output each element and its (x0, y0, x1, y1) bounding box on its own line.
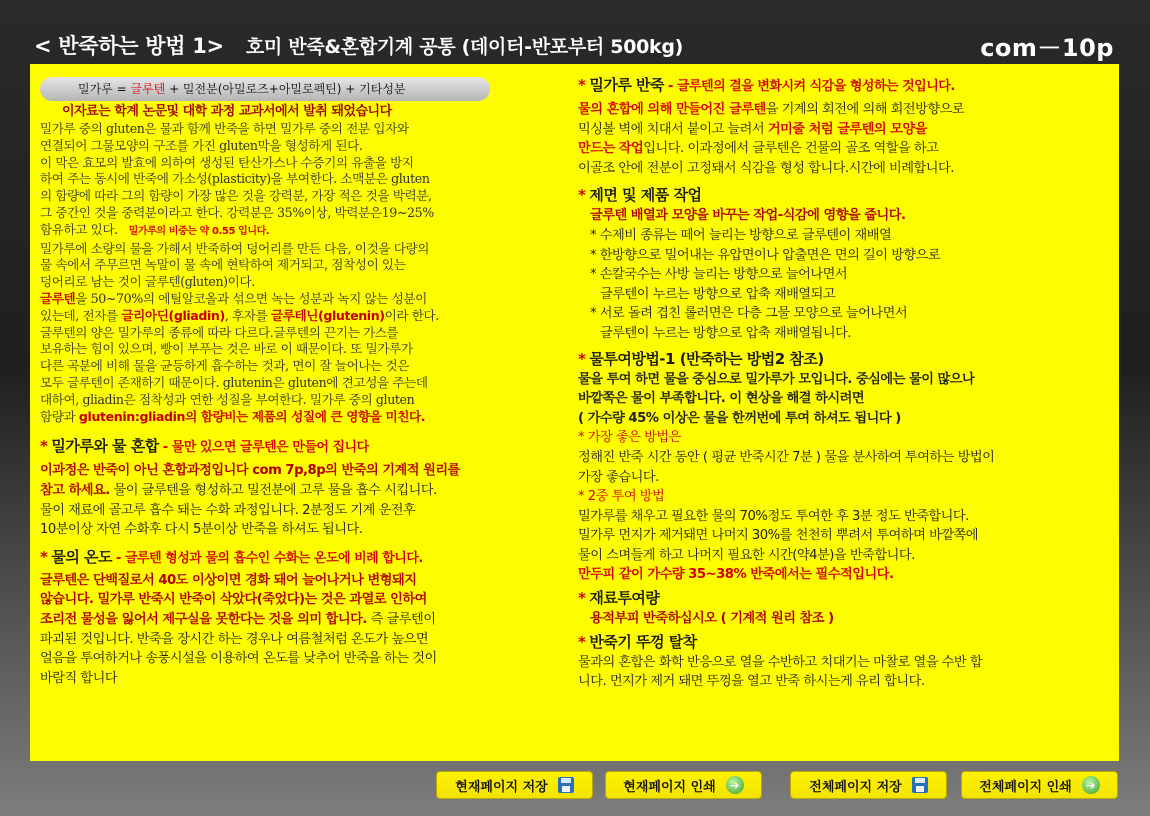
text-line: 덩어리로 남는 것이 글루텐(gluten)이다. (40, 274, 255, 290)
section-material (578, 587, 1113, 629)
formula-a: 밀가루 = (78, 82, 131, 96)
text-line: 이골조 안에 전분이 고정돼서 식감을 형성 합니다.시간에 비례합니다. (578, 160, 954, 176)
list-item: * 수제비 종류는 떼어 늘리는 방향으로 글루텐이 재배열 (590, 227, 892, 243)
text-line: 이과정은 반죽이 아닌 혼합과정입니다 com 7p,8p의 반죽의 기계적 원리를 (40, 463, 460, 479)
gliadin-term: 글리아딘(gliadin) (121, 307, 225, 323)
section-heading: * 물의 온도 - 글루텐 형성과 물의 흡수인 수화는 온도에 비례 합니다. (40, 547, 423, 566)
green-circle-arrow-icon: ➔ (726, 776, 744, 794)
text-segment: 만드는 작업 (578, 141, 644, 157)
save-all-pages-button[interactable] (790, 771, 947, 799)
section-lid (578, 631, 1113, 692)
title-main: < 반죽하는 방법 1> (34, 34, 224, 58)
text-line: 만두피 같이 가수량 35~38% 반죽에서는 필수적입니다. (578, 567, 894, 583)
text-line (578, 139, 1113, 159)
content-panel (30, 64, 1119, 761)
heading-highlight: - 물만 있으면 글루텐은 만들어 집니다 (162, 440, 369, 456)
section-noodle (578, 184, 1113, 343)
section-heading: * 밀가루 반죽 - 글루텐의 결을 변화시켜 식감을 형성하는 것입니다. (578, 76, 955, 94)
text-line: 물이 스며들게 하고 나머지 필요한 시간(약4분)을 반죽합니다. (578, 547, 915, 563)
text-segment: 함량과 (40, 408, 79, 424)
text-segment: 즉 글루텐이 (366, 611, 436, 627)
heading-text: 물투여방법-1 (반죽하는 방법2 참조) (589, 349, 824, 368)
text-line: 파괴된 것입니다. 반죽을 장시간 하는 경우나 여름철처럼 온도가 높으면 (40, 631, 429, 647)
text-line: 정해진 반죽 시간 동안 ( 평균 반죽시간 7분 ) 물을 분사하여 투여하는 방법이 (578, 449, 995, 465)
text-line: 가장 좋습니다. (578, 469, 659, 485)
section-water-mix (40, 435, 582, 539)
text-segment: 조리전 물성을 잃어서 제구실을 못한다는 것을 의미 합니다. (40, 611, 367, 627)
save-current-page-button[interactable] (436, 771, 593, 799)
heading-text: 재료투여량 (589, 589, 660, 608)
header (0, 0, 1150, 64)
section-heading: * 제면 및 제품 작업 (578, 186, 702, 205)
source-note: 이자료는 학계 논문및 대학 과정 교과서에서 발취 돼었습니다 (62, 104, 392, 119)
left-column (40, 64, 582, 761)
print-current-page-button[interactable] (605, 771, 762, 799)
print-all-pages-button[interactable] (961, 771, 1118, 799)
section-heading: * 반죽기 뚜껑 탈착 (578, 632, 697, 651)
glutenin-term: 글루테닌(glutenin) (270, 307, 385, 323)
text-segment: 물의 혼합에 의해 만들어진 글루텐 (578, 102, 766, 117)
text-line: 물이 재료에 골고루 흡수 돼는 수화 과정입니다. 2분정도 기계 운전후 (40, 502, 416, 518)
text-segment: 을 50~70%의 에틸알코올과 섞으면 녹는 성분과 녹지 않는 성분이 (75, 290, 427, 306)
ratio-note: glutenin:gliadin의 함량비는 제품의 성질에 큰 영향을 미친다. (78, 408, 426, 424)
text-line: 모두 글루텐이 존재하기 때문이다. glutenin은 gluten에 견고성을 주는데 (40, 374, 428, 390)
formula-c: + 밀전분(아밀로즈+아밀로펙틴) + 기타성분 (165, 82, 406, 96)
text-line: 밀가루를 채우고 필요한 물의 70%정도 투여한 후 3분 정도 반죽합니다. (578, 508, 969, 524)
text-line: 이 막은 효모의 발효에 의하여 생성된 탄산가스나 수증기의 유출을 방지 (40, 154, 414, 170)
text-line: 바람직 합니다 (40, 670, 118, 686)
page-title (34, 30, 683, 60)
text-line: 용적부피 반죽하십시오 ( 기계적 원리 참조 ) (590, 611, 834, 627)
heading-highlight: - 글루텐의 결을 변화시켜 식감을 형성하는 것입니다. (668, 79, 955, 94)
floppy-disk-icon (558, 777, 574, 793)
heading-text: 물의 온도 (51, 547, 113, 566)
button-label: 현재페이지 인쇄 (623, 779, 716, 795)
list-item: * 서로 돌려 겹친 롤러면은 다층 그물 모양으로 늘어나면서 (590, 306, 908, 322)
section-heading: * 물투여방법-1 (반죽하는 방법2 참조) (578, 349, 824, 368)
button-label: 현재페이지 저장 (455, 779, 548, 795)
right-column (578, 64, 1113, 761)
text-segment: 입니다. 이과정에서 글루텐은 건물의 골조 역할을 하고 (643, 141, 939, 157)
text-line: 연결되어 그물모양의 구조를 가진 gluten막을 형성하게 된다. (40, 137, 363, 153)
text-line: * 2중 투여 방법 (578, 489, 665, 505)
text-line: 니다. 먼지가 제거 돼면 뚜껑을 열고 반죽 하시는게 유리 합니다. (578, 674, 925, 690)
section-dough (578, 74, 1113, 178)
text-line (40, 308, 582, 325)
formula-bar (40, 77, 490, 101)
text-segment: 물이 글루텐을 형성하고 밀전분에 고루 물을 흡수 시킵니다. (109, 482, 437, 498)
heading-text: 밀가루 반죽 (589, 76, 665, 94)
footer-toolbar (0, 771, 1150, 801)
text-segment: 믹싱볼 벽에 치대서 붙이고 늘려서 (578, 121, 768, 137)
text-line: 글루텐 배열과 모양을 바꾸는 작업-식감에 영향을 줍니다. (590, 208, 906, 224)
section-heading: * 재료투여량 (578, 589, 660, 608)
text-line: * 가장 좋은 방법은 (578, 430, 681, 446)
text-line: 물 속에서 주무르면 녹말이 물 속에 현탁하여 제거되고, 점착성이 있는 (40, 257, 406, 273)
text-line: 물과의 혼합은 화학 반응으로 열을 수반하고 치대기는 마찰로 열을 수반 합 (578, 654, 983, 670)
heading-text: 밀가루와 물 혼합 (51, 437, 159, 456)
text-segment: 거미줄 처럼 글루텐의 모양을 (767, 121, 927, 137)
list-item: 글루텐이 누르는 방향으로 압축 재배열되고 (600, 286, 836, 302)
gluten-term: 글루텐 (40, 290, 76, 306)
text-line: 물을 투여 하면 물을 중심으로 밀가루가 모입니다. 중심에는 물이 많으나 (578, 371, 975, 387)
text-line: 의 함량에 따라 그의 함량이 가장 많은 것을 강력분, 가장 적은 것을 박력분, (40, 188, 432, 204)
heading-text: 반죽기 뚜껑 탈착 (589, 632, 697, 651)
list-item: * 한방향으로 밀어내는 유압면이나 압출면은 면의 길이 방향으로 (590, 247, 941, 263)
button-label: 전체페이지 저장 (809, 779, 902, 795)
text-line: 밀가루에 소량의 물을 가해서 반죽하여 덩어리를 만든 다음, 이것을 다량의 (40, 240, 429, 256)
section-water-input (578, 348, 1113, 586)
green-circle-arrow-icon: ➔ (1082, 776, 1100, 794)
text-line: 하여 주는 동시에 반죽에 가소성(plasticity)을 부여한다. 소맥분은 gluten (40, 171, 430, 187)
text-line: 밀가루 먼지가 제거돼면 나머지 30%를 천천히 뿌려서 투여하며 바깥쪽에 (578, 528, 979, 544)
text-line (40, 481, 582, 501)
heading-highlight: - 글루텐 형성과 물의 흡수인 수화는 온도에 비례 합니다. (116, 550, 423, 566)
text-line: 대하여, gliadin은 점착성과 연한 성질을 부여한다. 밀가루 중의 gluten (40, 391, 415, 407)
heading-text: 제면 및 제품 작업 (589, 186, 702, 205)
list-item: 글루텐이 누르는 방향으로 압축 재배열됩니다. (600, 325, 852, 341)
text-segment: , 후자를 (224, 307, 271, 323)
text-line: 글루텐의 양은 밀가루의 종류에 따라 다르다.글루텐의 끈기는 가스를 (40, 324, 399, 340)
text-line: 다른 곡분에 비해 물을 균등하게 흡수하는 것과, 면이 잘 늘어나는 것은 (40, 358, 410, 374)
text-line (578, 120, 1113, 140)
floppy-disk-icon (912, 777, 928, 793)
list-item: * 손칼국수는 사방 늘리는 방향으로 늘어나면서 (590, 267, 848, 283)
button-label: 전체페이지 인쇄 (979, 779, 1072, 795)
text-line: 바깥쪽은 물이 부족합니다. 이 현상을 해결 하시려면 (578, 391, 865, 407)
text-line (40, 610, 582, 630)
density-note: 밀가루의 비중는 약 0.55 입니다. (128, 225, 270, 237)
formula-gluten: 글루텐 (130, 82, 166, 96)
text-line (40, 291, 582, 308)
text-segment: 참고 하세요. (40, 482, 110, 498)
section-heading: * 밀가루와 물 혼합 - 물만 있으면 글루텐은 만들어 집니다 (40, 437, 369, 456)
text-segment: 이라 한다. (384, 307, 439, 323)
text-line: 않습니다. 밀가루 반죽시 반죽이 삭았다(죽었다)는 것은 과열로 인하여 (40, 592, 427, 608)
text-line (40, 222, 582, 241)
text-line: 글루텐은 단백질로서 40도 이상이면 경화 돼어 늘어나거나 변형돼지 (40, 572, 417, 588)
text-line (40, 409, 582, 426)
page-code: com－10p (980, 34, 1114, 62)
section-water-temp (40, 546, 582, 689)
title-subtitle: 호미 반죽&혼합기계 공통 (데이터-반포부터 500kg) (245, 36, 684, 58)
text-line: 그 중간인 것을 중력분이라고 한다. 강력분은 35%이상, 박력분은19~25% (40, 204, 434, 220)
text-line: 얼음을 투여하거나 송풍시설을 이용하여 온도를 낮추어 반죽을 하는 것이 (40, 651, 437, 667)
text-line: 밀가루 중의 gluten은 물과 함께 반죽을 하면 밀가루 중의 전분 입자와 (40, 121, 409, 136)
text-segment: 함유하고 있다. (40, 221, 118, 237)
text-line: ( 가수량 45% 이상은 물을 한꺼번에 투여 하셔도 됩니다 ) (578, 410, 901, 426)
text-segment: 있는데, 전자를 (40, 307, 122, 323)
text-line (578, 100, 1113, 120)
text-line: 10분이상 자연 수화후 다시 5분이상 반죽을 하셔도 됩니다. (40, 522, 363, 538)
text-segment: 을 기계의 회전에 의해 회전방향으로 (765, 102, 965, 117)
text-line: 보유하는 힘이 있으며, 빵이 부푸는 것은 바로 이 때문이다. 또 밀가루가 (40, 341, 413, 357)
